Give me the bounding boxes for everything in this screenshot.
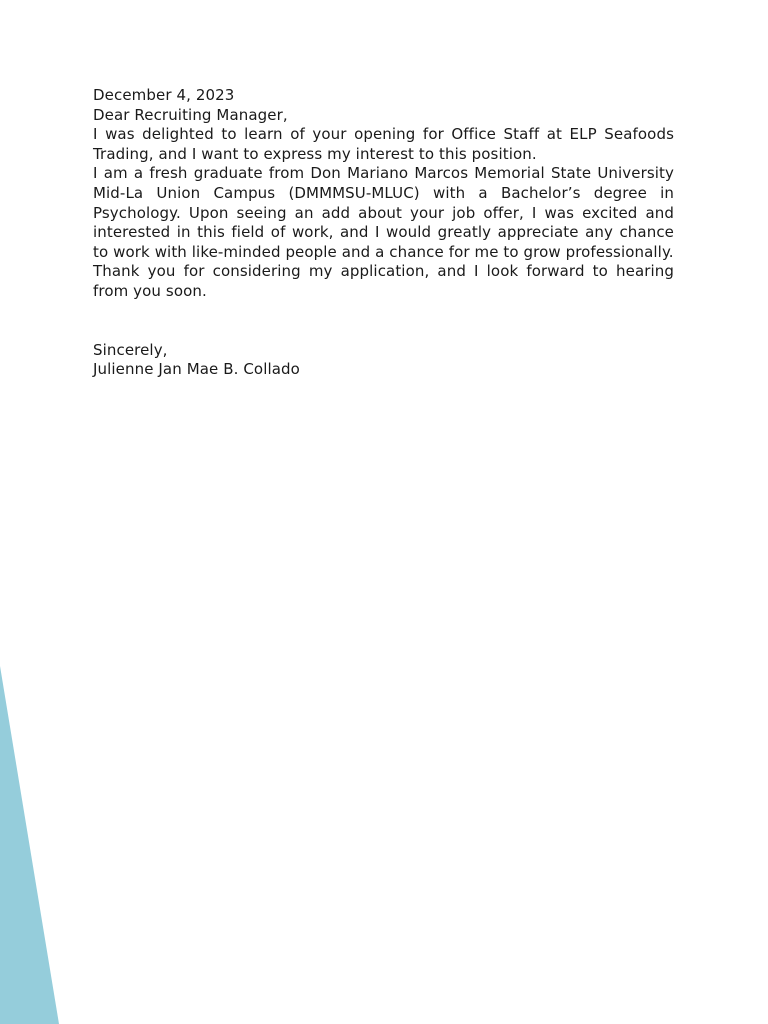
letter-salutation: Dear Recruiting Manager, [93, 105, 288, 124]
letter-paragraph-thanks: Thank you for considering my application, and I look forward to hearing from you soon. [93, 262, 674, 300]
letter-paragraph-intro: I was delighted to learn of your opening for Office Staff at ELP Seafoods Trading, and I want to express my interest to this position. [93, 125, 674, 163]
letter-paragraph-background: I am a fresh graduate from Don Mariano Marcos Memorial State University Mid-La Union Campus (DMMMSU-MLUC) with a Bachelor’s degree in Psychology. Upon seeing an add about your job offer, I was excited and interested in this field of work, and I would greatly appreciate any chance to work with like-minded people and a chance for me to grow professionally. [93, 164, 674, 261]
letter-body [93, 86, 674, 380]
letter-closing: Sincerely, [93, 340, 168, 359]
letter-date: December 4, 2023 [93, 86, 235, 104]
corner-triangle-shape [0, 666, 59, 1024]
letter-signer-name: Julienne Jan Mae B. Collado [93, 360, 300, 379]
